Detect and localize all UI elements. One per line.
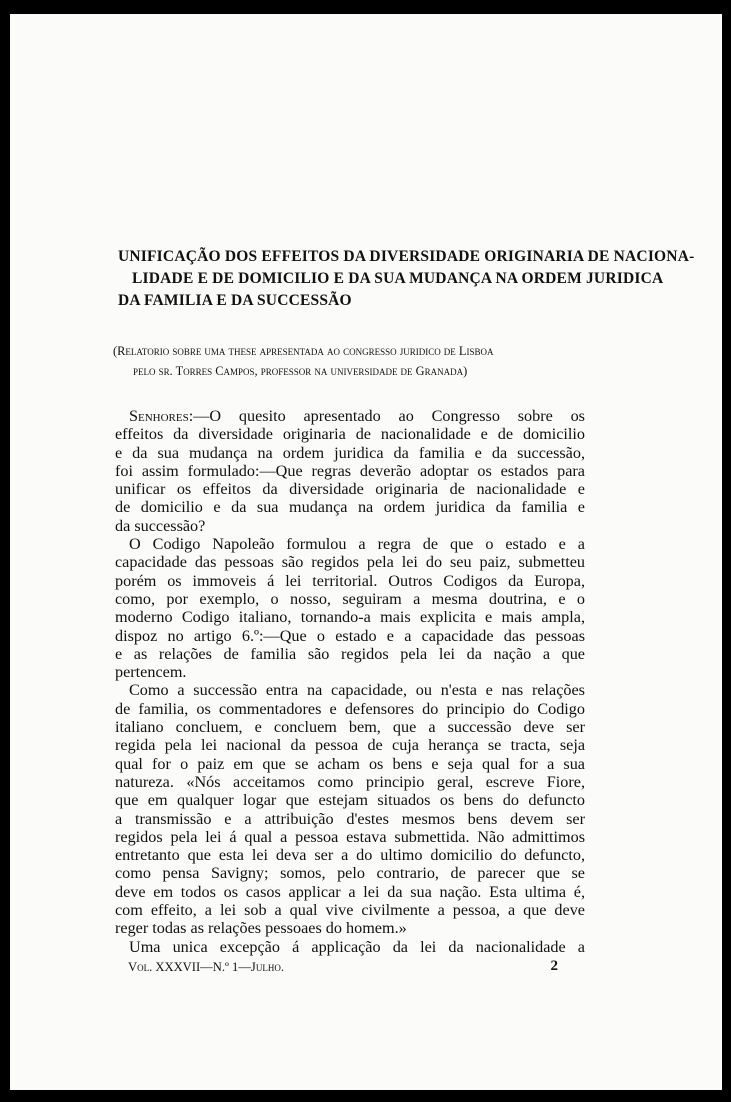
- page-number: 2: [550, 958, 558, 974]
- body-line: foi assim formulado:—Que regras deverão adoptar os estados para: [115, 461, 585, 480]
- body-line: O Codigo Napoleão formulou a regra de que o estado e a: [129, 535, 585, 554]
- title-line: DA FAMILIA E DA SUCCESSÃO: [118, 292, 352, 309]
- article-subtitle: [113, 341, 593, 381]
- body-line: italiano concluem, e concluem bem, que a successão deve ser: [115, 718, 585, 737]
- body-line: deve em todos os casos applicar a lei da sua nação. Esta ultima é,: [115, 882, 585, 901]
- body-line: Como a successão entra na capacidade, ou n'esta e nas relações: [129, 681, 585, 700]
- body-line: regidos pela lei á qual a pessoa estava submettida. Não admittimos: [115, 827, 585, 846]
- body-line: capacidade das pessoas são regidos pela lei do seu paiz, submetteu: [115, 553, 585, 572]
- body-line: unificar os effeitos da diversidade originaria de nacionalidade e: [115, 480, 585, 499]
- document-page: [10, 14, 722, 1090]
- body-line: effeitos da diversidade originaria de nacionalidade e de domicilio: [115, 425, 585, 444]
- article-body: [115, 407, 585, 956]
- body-line: de familia, os commentadores e defensores do principio do Codigo: [115, 699, 585, 718]
- body-line: da successão?: [115, 516, 206, 535]
- subtitle-line: pelo sr. Torres Campos, professor na universidade de Granada): [133, 364, 468, 378]
- body-line: regida pela lei nacional da pessoa de cuja herança se tracta, seja: [115, 736, 585, 755]
- body-line: natureza. «Nós acceitamos como principio geral, escreve Fiore,: [115, 772, 585, 791]
- body-line: de domicilio e da sua mudança na ordem juridica da familia e: [115, 498, 585, 517]
- article-title: [118, 246, 695, 312]
- volume-issue: Vol. XXXVII—N.º 1—Julho.: [128, 960, 284, 974]
- salutation: Senhores: [129, 407, 189, 425]
- body-line: e da sua mudança na ordem juridica da familia e da successão,: [115, 443, 585, 462]
- body-line: qual for o paiz em que se acham os bens e seja qual for a sua: [115, 754, 585, 773]
- body-line: reger todas as relações pessoaes do homem.»: [115, 919, 407, 938]
- title-line: LIDADE E DE DOMICILIO E DA SUA MUDANÇA NA ORDEM JURIDICA: [132, 270, 664, 287]
- body-line: Senhores:—O quesito apresentado ao Congresso sobre os: [129, 407, 585, 425]
- subtitle-line: (Relatorio sobre uma these apresentada ao congresso juridico de Lisboa: [113, 344, 494, 358]
- body-line: e as relações de familia são regidos pela lei da nação a que: [115, 644, 585, 663]
- body-line: como, por exemplo, o nosso, seguiram a mesma doutrina, e o: [115, 589, 585, 608]
- body-line: dispoz no artigo 6.º:—Que o estado e a capacidade das pessoas: [115, 626, 585, 645]
- body-line: como pensa Savigny; somos, pelo contrario, de parecer que se: [115, 864, 585, 883]
- body-line: a transmissão e a attribuição d'estes mesmos bens devem ser: [115, 809, 585, 828]
- body-line: moderno Codigo italiano, tornando-a mais explicita e mais ampla,: [115, 608, 585, 627]
- body-line: porém os immoveis á lei territorial. Outros Codigos da Europa,: [115, 571, 585, 590]
- title-line: UNIFICAÇÃO DOS EFFEITOS DA DIVERSIDADE ORIGINARIA DE NACIONA-: [118, 248, 695, 265]
- body-line: Uma unica excepção á applicação da lei da nacionalidade a: [129, 937, 585, 956]
- body-line: que em qualquer logar que estejam situados os bens do defuncto: [115, 791, 585, 810]
- body-line: com effeito, a lei sob a qual vive civilmente a pessoa, a que deve: [115, 901, 585, 920]
- body-line: pertencem.: [115, 663, 187, 682]
- body-line: entretanto que esta lei deva ser a do ultimo domicilio do defuncto,: [115, 846, 585, 865]
- page-footer: [128, 960, 558, 975]
